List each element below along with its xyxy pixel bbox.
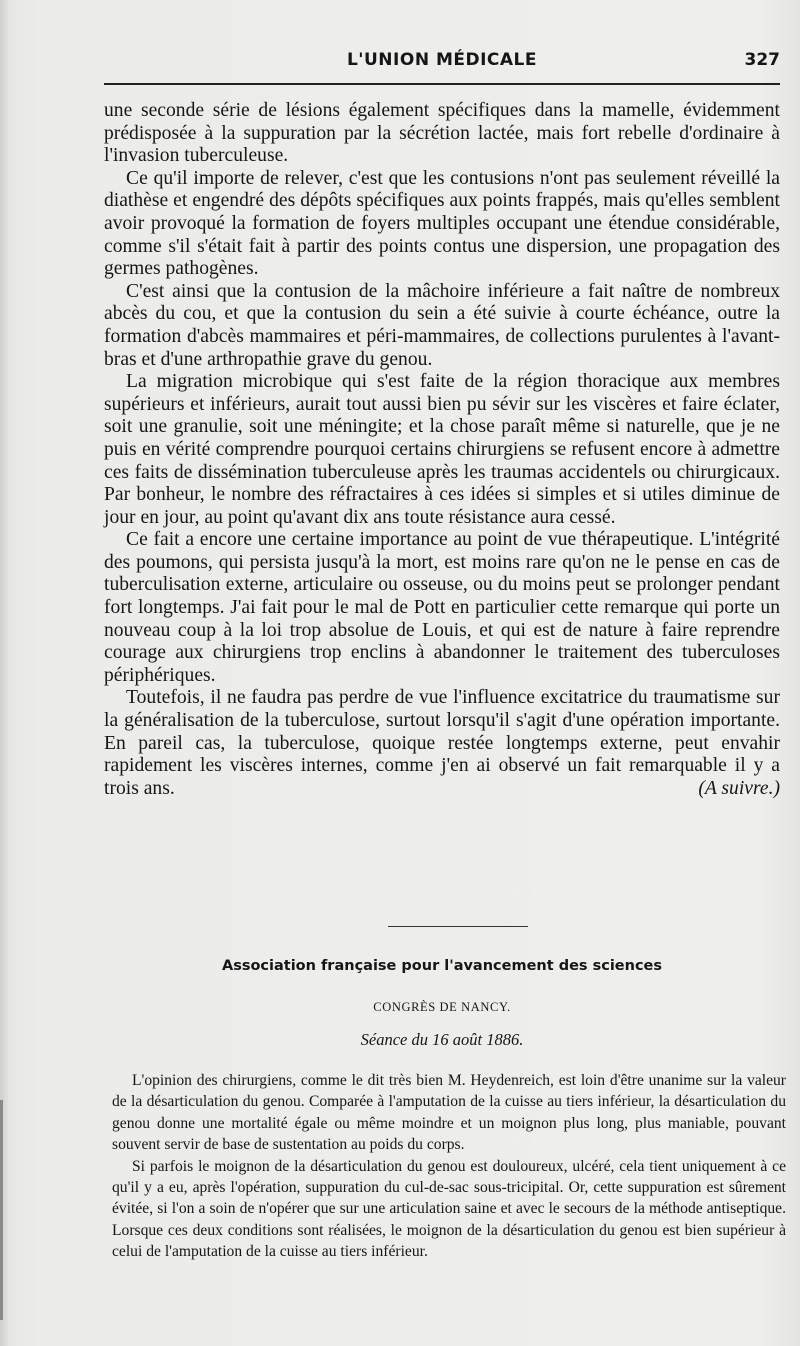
paragraph: Ce qu'il importe de relever, c'est que les contusions n'ont pas seulement réveillé la diathèse et engendré des dépôts spécifiques aux points frappés, mais qu'elles semblent avoir provoqué la formation de foyers multiples occupant une étendue considérable, comme s'il s'était fait à partir des points contus une dispersion, une propagation des germes pathogènes. [104,167,780,280]
page-header [104,50,780,80]
session-date: Séance du 16 août 1886. [360,1030,524,1049]
binding-shadow [0,1100,3,1320]
paragraph: Toutefois, il ne faudra pas perdre de vue l'influence excitatrice du traumatisme sur la généralisation de la tuberculose, surtout lorsqu'il s'agit d'une opération importante. En pareil cas, la tuberculose, quoique restée longtemps externe, peut envahir rapidement les viscères internes, comme j'en ai observé un fait remarquable il y a trois ans. [104,687,780,799]
page-number: 327 [744,50,780,70]
paragraph: La migration microbique qui s'est faite de la région thoracique aux membres supérieurs et inférieurs, aurait tout aussi bien pu sévir sur les viscères et faire éclater, soit une granulie, soit une méningite; et la chose paraît même si naturelle, que je ne puis en vérité comprendre pourquoi certains chirurgiens se refusent encore à admettre ces faits de dissémination tuberculeuse après les traumas accidentels ou chirurgicaux. Par bonheur, le nombre des réfractaires à ces idées si simples et si utiles diminue de jour en jour, au point qu'avant dix ans toute résistance aura cessé. [104,371,780,528]
header-rule [104,83,780,85]
main-article-text [104,100,780,800]
running-title: L'UNION MÉDICALE [346,50,538,70]
paragraph: C'est ainsi que la contusion de la mâchoire inférieure a fait naître de nombreux abcès du cou, et que la contusion du sein a été suivie à courte échéance, outre la formation d'abcès mammaires et péri-mammaires, de collections purulentes à l'avant-bras et d'une arthropathie grave du genou. [104,280,780,370]
paragraph: une seconde série de lésions également spécifiques dans la mamelle, évidemment prédisposée à la suppuration par la sécrétion lactée, mais fort rebelle d'ordinaire à l'invasion tuberculeuse. [104,100,780,167]
paragraph: Ce fait a encore une certaine importance au point de vue thérapeutique. L'intégrité des poumons, qui persista jusqu'à la mort, est moins rare qu'on ne le pense en cas de tuberculisation externe, articulaire ou osseuse, ou du moins peut se prolonger pendant fort longtemps. J'ai fait pour le mal de Pott en particulier cette remarque qui porte un nouveau coup à la loi trop absolue de Louis, et qui est de nature à faire reprendre courage aux chirurgiens trop enclins à abandonner le traitement des tuberculoses périphériques. [104,529,780,686]
congress-subheading: CONGRÈS DE NANCY. [373,1000,511,1014]
section-divider [388,926,528,927]
section-heading: Association française pour l'avancement des sciences [221,958,663,974]
congress-report-text [112,1070,786,1263]
paragraph: L'opinion des chirurgiens, comme le dit très bien M. Heydenreich, est loin d'être unanime sur la valeur de la désarticulation du genou. Comparée à l'amputation de la cuisse au tiers inférieur, la désarticulation du genou donne une mortalité égale ou même moindre et un moignon plus long, plus maniable, pouvant souvent servir de base de sustentation au poids du corps. [112,1072,786,1154]
paragraph: Si parfois le moignon de la désarticulation du genou est douloureux, ulcéré, cela tient uniquement à ce qu'il y a eu, après l'opération, suppuration du cul-de-sac sous-tricipital. Or, cette suppuration est sûrement évitée, si l'on a soin de n'opérer que sur une articulation saine et avec le secours de la méthode antiseptique. Lorsque ces deux conditions sont réalisées, le moignon de la désarticulation du genou est bien supérieur à celui de l'amputation de la cuisse au tiers inférieur. [112,1157,786,1261]
to-be-continued: (A suivre.) [698,777,780,799]
